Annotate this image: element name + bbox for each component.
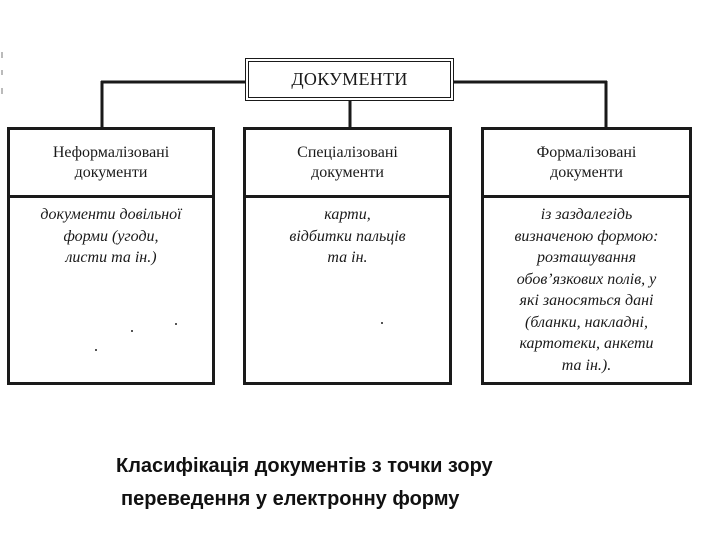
description-line: форми (угоди,	[63, 227, 159, 245]
scan-speck	[175, 323, 177, 325]
description-line: які заносяться дані	[519, 292, 654, 309]
scan-speck	[95, 349, 97, 351]
category-title-line: Спеціалізовані	[297, 143, 398, 161]
category-description-specialized	[246, 198, 449, 269]
description-line: та ін.).	[561, 356, 612, 374]
description-line: відбитки пальців	[289, 227, 406, 245]
category-title-informal	[10, 130, 212, 198]
category-title-line: документи	[550, 163, 623, 181]
description-line: із заздалегідь	[540, 206, 633, 223]
category-title-formalized	[484, 130, 689, 198]
category-title-line: документи	[74, 163, 148, 181]
category-title-line: Неформалізовані	[52, 143, 170, 161]
scan-speck	[131, 330, 133, 332]
category-box-specialized	[243, 127, 452, 385]
description-line: листи та ін.)	[65, 249, 157, 266]
category-box-informal	[7, 127, 215, 385]
description-line: обов’язкових полів, у	[516, 270, 657, 288]
category-title-specialized	[246, 130, 449, 198]
description-line: (бланки, накладні,	[525, 313, 648, 331]
description-line: та ін.	[327, 249, 368, 266]
caption-line-1: Класифікація документів з точки зору	[116, 455, 493, 477]
root-box-documents	[245, 58, 454, 101]
category-title-line: документи	[311, 163, 384, 181]
category-title-line: Формалізовані	[536, 143, 637, 161]
root-label: ДОКУМЕНТИ	[291, 69, 408, 89]
caption-line-2: переведення у електронну форму	[121, 488, 460, 510]
description-line: карти,	[324, 206, 371, 223]
description-line: визначеною формою:	[514, 227, 659, 245]
description-line: документи довільної	[40, 206, 182, 223]
category-description-formalized	[484, 198, 689, 376]
category-box-formalized	[481, 127, 692, 385]
category-description-informal	[10, 198, 212, 269]
description-line: картотеки, анкети	[519, 335, 654, 352]
description-line: розташування	[536, 249, 637, 266]
scan-speck	[381, 322, 383, 324]
